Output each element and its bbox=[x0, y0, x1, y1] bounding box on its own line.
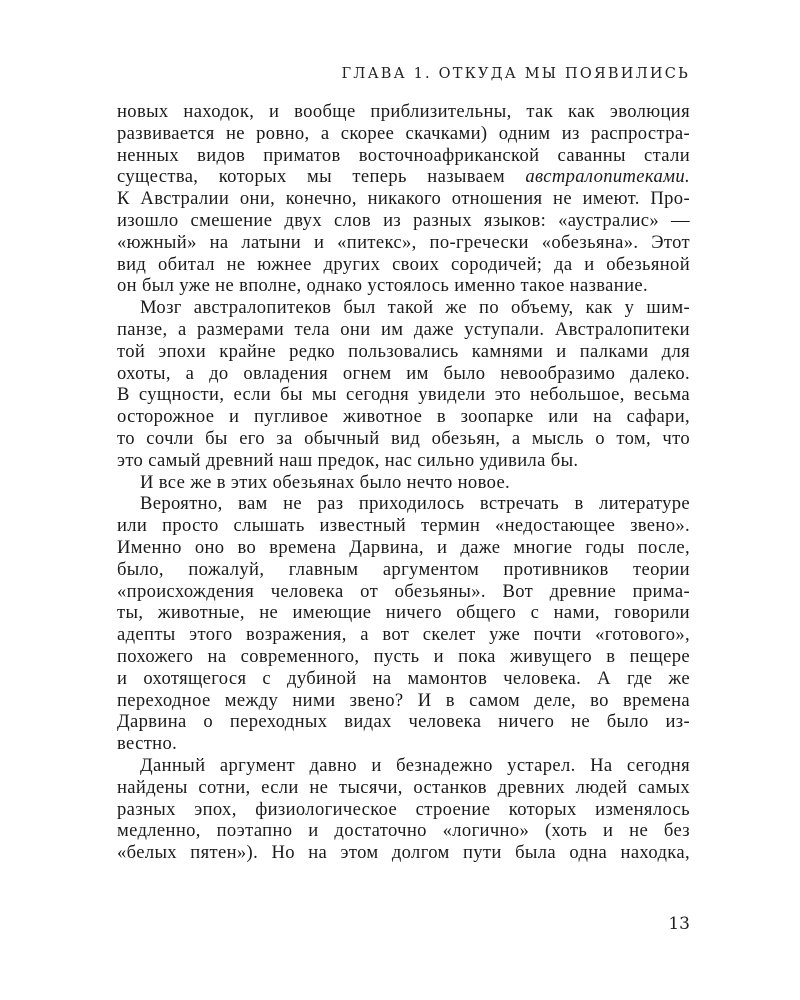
text-line: В сущности, если бы мы сегодня увидели это небольшое, весьма bbox=[117, 384, 690, 406]
text-line: адепты этого возражения, а вот скелет уже почти «готового», bbox=[117, 624, 690, 646]
text-line: или просто слышать известный термин «недостающее звено». bbox=[117, 515, 690, 537]
text-line: «южный» на латыни и «питекс», по-гречески «обезьяна». Этот bbox=[117, 231, 690, 253]
text-line: разных эпох, физиологическое строение которых изменялось bbox=[117, 798, 690, 820]
text-line: и охотящегося с дубиной на мамонтов человека. А где же bbox=[117, 667, 690, 689]
text-line: К Австралии они, конечно, никакого отношения не имеют. Про- bbox=[117, 188, 690, 210]
body-text bbox=[117, 101, 690, 864]
text-line: панзе, а размерами тела они им даже уступали. Австралопитеки bbox=[117, 318, 690, 340]
text-line: вид обитал не южнее других своих сородичей; да и обезьяной bbox=[117, 253, 690, 275]
text-line: ты, животные, не имеющие ничего общего с нами, говорили bbox=[117, 602, 690, 624]
text-line-start: существа, которых мы теперь называем bbox=[117, 166, 505, 188]
text-line: новых находок, и вообще приблизительны, так как эволюция bbox=[117, 101, 690, 122]
text-line bbox=[117, 166, 690, 188]
text-line: вестно. bbox=[117, 733, 178, 755]
text-line: ненных видов приматов восточноафриканской саванны стали bbox=[117, 144, 690, 166]
text-line: это самый древний наш предок, нас сильно удивила бы. bbox=[117, 449, 579, 471]
text-line: «происхождения человека от обезьяны». Вот древние прима- bbox=[117, 580, 690, 602]
text-line: Данный аргумент давно и безнадежно устарел. На сегодня bbox=[140, 754, 690, 776]
text-line: И все же в этих обезьянах было нечто новое. bbox=[140, 471, 511, 493]
text-line: Мозг австралопитеков был такой же по объему, как у шим- bbox=[140, 297, 690, 319]
text-line: было, пожалуй, главным аргументом противников теории bbox=[117, 558, 690, 580]
text-line: он был уже не вполне, однако устоялось именно такое название. bbox=[117, 275, 648, 297]
text-line: похожего на современного, пусть и пока живущего в пещере bbox=[117, 645, 690, 667]
text-line: найдены сотни, если не тысячи, останков древних людей самых bbox=[117, 776, 690, 798]
text-line: то сочли бы его за обычный вид обезьян, а мысль о том, что bbox=[117, 427, 690, 449]
text-line: медленно, поэтапно и достаточно «логично» (хоть и не без bbox=[117, 820, 690, 842]
text-line: Именно оно во времена Дарвина, и даже многие годы после, bbox=[117, 536, 690, 558]
text-line: развивается не ровно, а скорее скачками) одним из распростра- bbox=[117, 122, 690, 144]
page-number: 13 bbox=[668, 914, 690, 934]
text-line: «белых пятен»). Но на этом долгом пути была одна находка, bbox=[117, 842, 690, 864]
text-line: охоты, а до овладения огнем им было невообразимо далеко. bbox=[117, 362, 690, 384]
text-line: Вероятно, вам не раз приходилось встречать в литературе bbox=[140, 493, 690, 515]
text-line: осторожное и пугливое животное в зоопарке или на сафари, bbox=[117, 406, 690, 428]
text-line: изошло смешение двух слов из разных языков: «аустралис» — bbox=[117, 209, 690, 231]
text-line: переходное между ними звено? И в самом деле, во времена bbox=[117, 689, 690, 711]
text-line: той эпохи крайне редко пользовались камнями и палками для bbox=[117, 340, 690, 362]
italic-term: австралопитеками. bbox=[525, 166, 690, 188]
running-header: ГЛАВА 1. ОТКУДА МЫ ПОЯВИЛИСЬ bbox=[341, 66, 690, 82]
text-line: Дарвина о переходных видах человека ничего не было из- bbox=[117, 711, 690, 733]
